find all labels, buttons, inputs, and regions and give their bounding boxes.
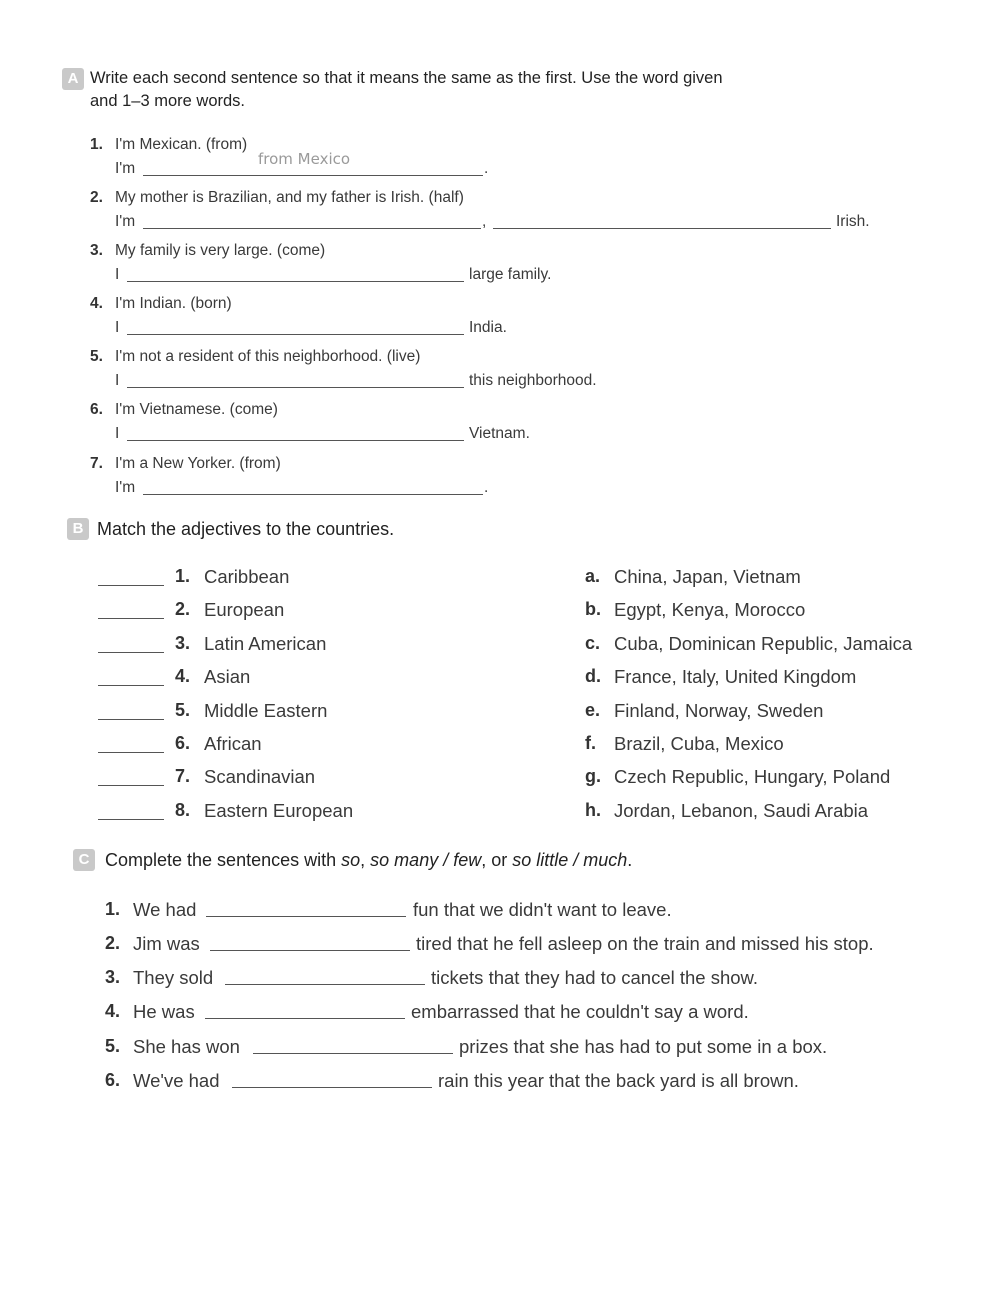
a-answer-blank[interactable] [127,387,464,388]
match-adjective: Asian [204,666,251,687]
c-answer-blank[interactable] [232,1087,432,1088]
match-letter: e. [585,700,601,720]
section-c-badge: C [73,849,95,871]
c-item-after: prizes that she has had to put some in a box. [459,1036,828,1057]
match-number: 2. [175,599,191,619]
a-item-end: large family. [469,266,552,283]
a-item-number: 7. [90,455,103,472]
match-letter: a. [585,566,601,586]
section-b-badge: B [67,518,89,540]
c-item-after: fun that we didn't want to leave. [413,899,672,920]
a-item-number: 5. [90,348,103,365]
c-item-before: She has won [133,1036,240,1057]
section-a-instruction-line1: Write each second sentence so that it means the same as the first. Use the word given [90,69,723,87]
match-answer-blank[interactable] [98,752,164,753]
a-item-number: 6. [90,401,103,418]
a-answer-blank[interactable] [127,281,464,282]
match-letter: f. [585,733,596,753]
match-answer-blank[interactable] [98,819,164,820]
match-countries: Jordan, Lebanon, Saudi Arabia [614,800,869,821]
c-item-before: They sold [133,967,214,988]
c-answer-blank[interactable] [205,1018,405,1019]
match-letter: h. [585,800,601,820]
match-number: 1. [175,566,191,586]
a-answer-blank[interactable] [143,175,483,176]
a-answer-blank[interactable] [493,228,831,229]
match-adjective: Middle Eastern [204,700,328,721]
match-countries: Brazil, Cuba, Mexico [614,733,784,754]
match-number: 7. [175,766,191,786]
match-countries: Finland, Norway, Sweden [614,700,824,721]
match-adjective: Scandinavian [204,766,316,787]
c-item-before: Jim was [133,933,200,954]
a-answer-blank[interactable] [127,440,464,441]
match-letter: c. [585,633,601,653]
a-answer-blank[interactable] [143,494,483,495]
a-item-number: 4. [90,295,103,312]
c-item-number: 3. [105,967,121,987]
section-a-badge: A [62,68,84,90]
match-countries: France, Italy, United Kingdom [614,666,857,687]
a-item-end: Vietnam. [469,425,530,442]
match-adjective: Latin American [204,633,327,654]
a-item-prompt: I'm a New Yorker. (from) [115,455,281,472]
match-countries: Egypt, Kenya, Morocco [614,599,806,620]
a-item-prompt: I'm not a resident of this neighborhood. (live) [115,348,421,365]
c-item-before: He was [133,1001,195,1022]
c-item-before: We've had [133,1070,220,1091]
a-answer-blank[interactable] [143,228,481,229]
c-item-number: 6. [105,1070,121,1090]
c-item-number: 2. [105,933,121,953]
a-item-start: I [115,372,120,389]
match-countries: Cuba, Dominican Republic, Jamaica [614,633,913,654]
c-item-after: tickets that they had to cancel the show. [431,967,759,988]
a-answer-text[interactable]: from Mexico [258,150,351,168]
a-item-number: 3. [90,242,103,259]
match-adjective: European [204,599,285,620]
match-letter: g. [585,766,601,786]
section-c-instruction: Complete the sentences with so, so many / few, or so little / much. [105,850,633,870]
match-answer-blank[interactable] [98,652,164,653]
c-item-number: 4. [105,1001,121,1021]
match-answer-blank[interactable] [98,685,164,686]
a-item-prompt: My mother is Brazilian, and my father is Irish. (half) [115,189,464,206]
section-a-instruction-line2: and 1–3 more words. [90,92,246,110]
a-item-start: I'm [115,479,136,496]
a-item-end: . [484,160,489,177]
c-answer-blank[interactable] [210,950,410,951]
match-answer-blank[interactable] [98,719,164,720]
a-item-start: I [115,425,120,442]
c-item-number: 5. [105,1036,121,1056]
match-number: 6. [175,733,191,753]
c-item-after: tired that he fell asleep on the train and missed his stop. [416,933,874,954]
match-number: 3. [175,633,191,653]
a-item-end: India. [469,319,507,336]
a-item-mid: , [482,213,487,230]
a-item-end: Irish. [836,213,870,230]
a-item-prompt: I'm Indian. (born) [115,295,232,312]
match-adjective: Caribbean [204,566,290,587]
a-item-number: 1. [90,136,103,153]
c-item-number: 1. [105,899,121,919]
a-item-start: I [115,266,120,283]
c-item-after: embarrassed that he couldn't say a word. [411,1001,749,1022]
match-number: 8. [175,800,191,820]
match-countries: China, Japan, Vietnam [614,566,801,587]
section-b-instruction: Match the adjectives to the countries. [97,519,395,539]
match-adjective: African [204,733,262,754]
a-item-prompt: My family is very large. (come) [115,242,326,259]
c-item-after: rain this year that the back yard is all brown. [438,1070,799,1091]
a-item-end: . [484,479,489,496]
c-answer-blank[interactable] [206,916,406,917]
match-letter: d. [585,666,601,686]
c-answer-blank[interactable] [253,1053,453,1054]
match-countries: Czech Republic, Hungary, Poland [614,766,891,787]
match-answer-blank[interactable] [98,785,164,786]
match-adjective: Eastern European [204,800,354,821]
a-item-start: I'm [115,213,136,230]
a-item-end: this neighborhood. [469,372,597,389]
match-number: 4. [175,666,191,686]
match-answer-blank[interactable] [98,618,164,619]
match-answer-blank[interactable] [98,585,164,586]
match-letter: b. [585,599,601,619]
match-number: 5. [175,700,191,720]
a-item-number: 2. [90,189,103,206]
c-item-before: We had [133,899,197,920]
a-item-prompt: I'm Mexican. (from) [115,136,248,153]
a-item-start: I'm [115,160,136,177]
a-answer-blank[interactable] [127,334,464,335]
c-answer-blank[interactable] [225,984,425,985]
a-item-prompt: I'm Vietnamese. (come) [115,401,278,418]
a-item-start: I [115,319,120,336]
